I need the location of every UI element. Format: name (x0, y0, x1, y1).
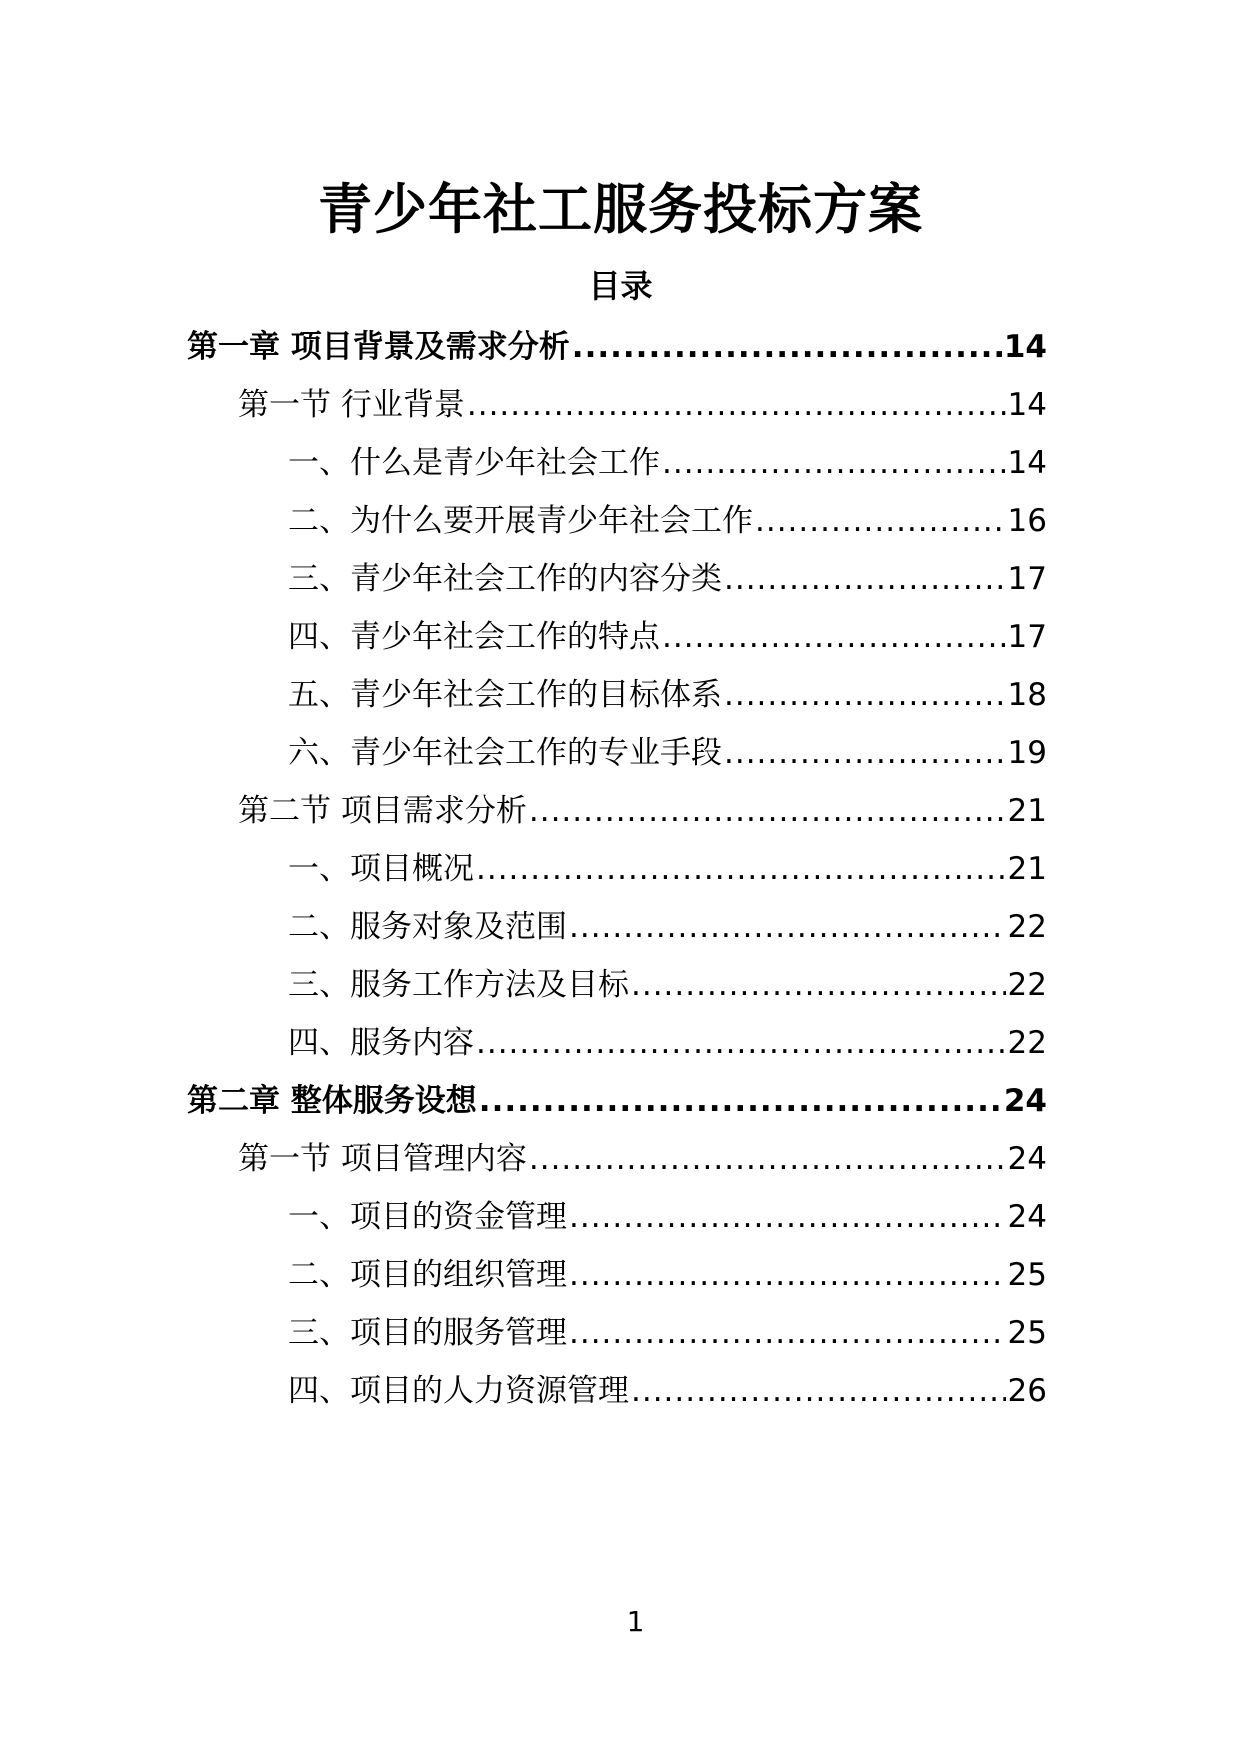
toc-entry-text: 三、项目的服务管理 (288, 1315, 567, 1351)
toc-entry-subsection[interactable] (288, 731, 1047, 775)
toc-entry-page: 25 (1007, 1257, 1047, 1293)
toc-entry-subsection[interactable] (288, 1253, 1047, 1297)
toc-entry-subsection[interactable] (288, 499, 1047, 543)
toc-entry-subsection[interactable] (288, 963, 1047, 1007)
toc-leader-dots (631, 1369, 1006, 1413)
toc-entry-text: 一、什么是青少年社会工作 (288, 445, 660, 481)
toc-entry-page: 17 (1007, 619, 1047, 655)
toc-entry-text: 第二章 整体服务设想 (187, 1083, 477, 1119)
toc-entry-page: 22 (1007, 967, 1047, 1003)
toc-entry-page: 21 (1007, 793, 1047, 829)
toc-entry-page: 21 (1007, 851, 1047, 887)
toc-entry-chapter-2[interactable] (187, 1079, 1047, 1123)
document-title: 青少年社工服务投标方案 (318, 178, 923, 241)
toc-leader-dots (529, 789, 1006, 833)
toc-entry-section[interactable] (238, 1137, 1047, 1181)
toc-entry-text: 二、项目的组织管理 (288, 1257, 567, 1293)
toc-leader-dots (476, 1021, 1006, 1065)
toc-entry-page: 25 (1007, 1315, 1047, 1351)
toc-leader-dots (662, 441, 1006, 485)
toc-entry-page: 19 (1007, 735, 1047, 771)
toc-entry-subsection[interactable] (288, 441, 1047, 485)
toc-leader-dots (476, 847, 1006, 891)
toc-entry-chapter-1[interactable] (187, 325, 1047, 369)
toc-entry-subsection[interactable] (288, 1195, 1047, 1239)
toc-leader-dots (631, 963, 1006, 1007)
toc-leader-dots (724, 673, 1006, 717)
toc-entry-page: 24 (1007, 1141, 1047, 1177)
toc-entry-text: 五、青少年社会工作的目标体系 (288, 677, 722, 713)
toc-entry-text: 六、青少年社会工作的专业手段 (288, 735, 722, 771)
toc-leader-dots (467, 383, 1006, 427)
toc-entry-subsection[interactable] (288, 1369, 1047, 1413)
toc-entry-text: 四、项目的人力资源管理 (288, 1373, 629, 1409)
toc-leader-dots (569, 1311, 1006, 1355)
toc-entry-text: 四、服务内容 (288, 1025, 474, 1061)
toc-entry-page: 14 (1007, 387, 1047, 423)
toc-entry-text: 一、项目的资金管理 (288, 1199, 567, 1235)
toc-leader-dots (569, 1253, 1006, 1297)
toc-entry-page: 18 (1007, 677, 1047, 713)
toc-entry-page: 17 (1007, 561, 1047, 597)
toc-entry-page: 24 (1003, 1083, 1047, 1119)
toc-entry-text: 第一节 项目管理内容 (238, 1141, 527, 1177)
toc-entry-subsection[interactable] (288, 1021, 1047, 1065)
toc-entry-page: 24 (1007, 1199, 1047, 1235)
toc-entry-page: 22 (1007, 1025, 1047, 1061)
toc-entry-text: 三、青少年社会工作的内容分类 (288, 561, 722, 597)
toc-leader-dots (479, 1079, 1002, 1123)
page-number: 1 (626, 1605, 645, 1638)
toc-entry-subsection[interactable] (288, 673, 1047, 717)
toc-entry-text: 第一章 项目背景及需求分析 (187, 329, 570, 365)
toc-entry-text: 第一节 行业背景 (238, 387, 465, 423)
toc-entry-page: 22 (1007, 909, 1047, 945)
toc-leader-dots (724, 557, 1006, 601)
toc-entry-text: 第二节 项目需求分析 (238, 793, 527, 829)
toc-entry-page: 16 (1007, 503, 1047, 539)
toc-entry-subsection[interactable] (288, 905, 1047, 949)
toc-leader-dots (569, 1195, 1006, 1239)
toc-heading: 目录 (588, 267, 653, 305)
toc-leader-dots (662, 615, 1006, 659)
toc-leader-dots (755, 499, 1006, 543)
toc-entry-section[interactable] (238, 383, 1047, 427)
toc-entry-page: 14 (1003, 329, 1047, 365)
toc-entry-subsection[interactable] (288, 1311, 1047, 1355)
toc-entry-text: 三、服务工作方法及目标 (288, 967, 629, 1003)
toc-entry-text: 二、服务对象及范围 (288, 909, 567, 945)
toc-entry-section[interactable] (238, 789, 1047, 833)
toc-entry-text: 二、为什么要开展青少年社会工作 (288, 503, 753, 539)
toc-leader-dots (724, 731, 1006, 775)
toc-entry-subsection[interactable] (288, 847, 1047, 891)
toc-entry-text: 一、项目概况 (288, 851, 474, 887)
toc-entry-page: 14 (1007, 445, 1047, 481)
toc-leader-dots (529, 1137, 1006, 1181)
toc-entry-subsection[interactable] (288, 557, 1047, 601)
toc-entry-subsection[interactable] (288, 615, 1047, 659)
toc-entry-page: 26 (1007, 1373, 1047, 1409)
toc-entry-text: 四、青少年社会工作的特点 (288, 619, 660, 655)
toc-leader-dots (569, 905, 1006, 949)
toc-leader-dots (572, 325, 1002, 369)
